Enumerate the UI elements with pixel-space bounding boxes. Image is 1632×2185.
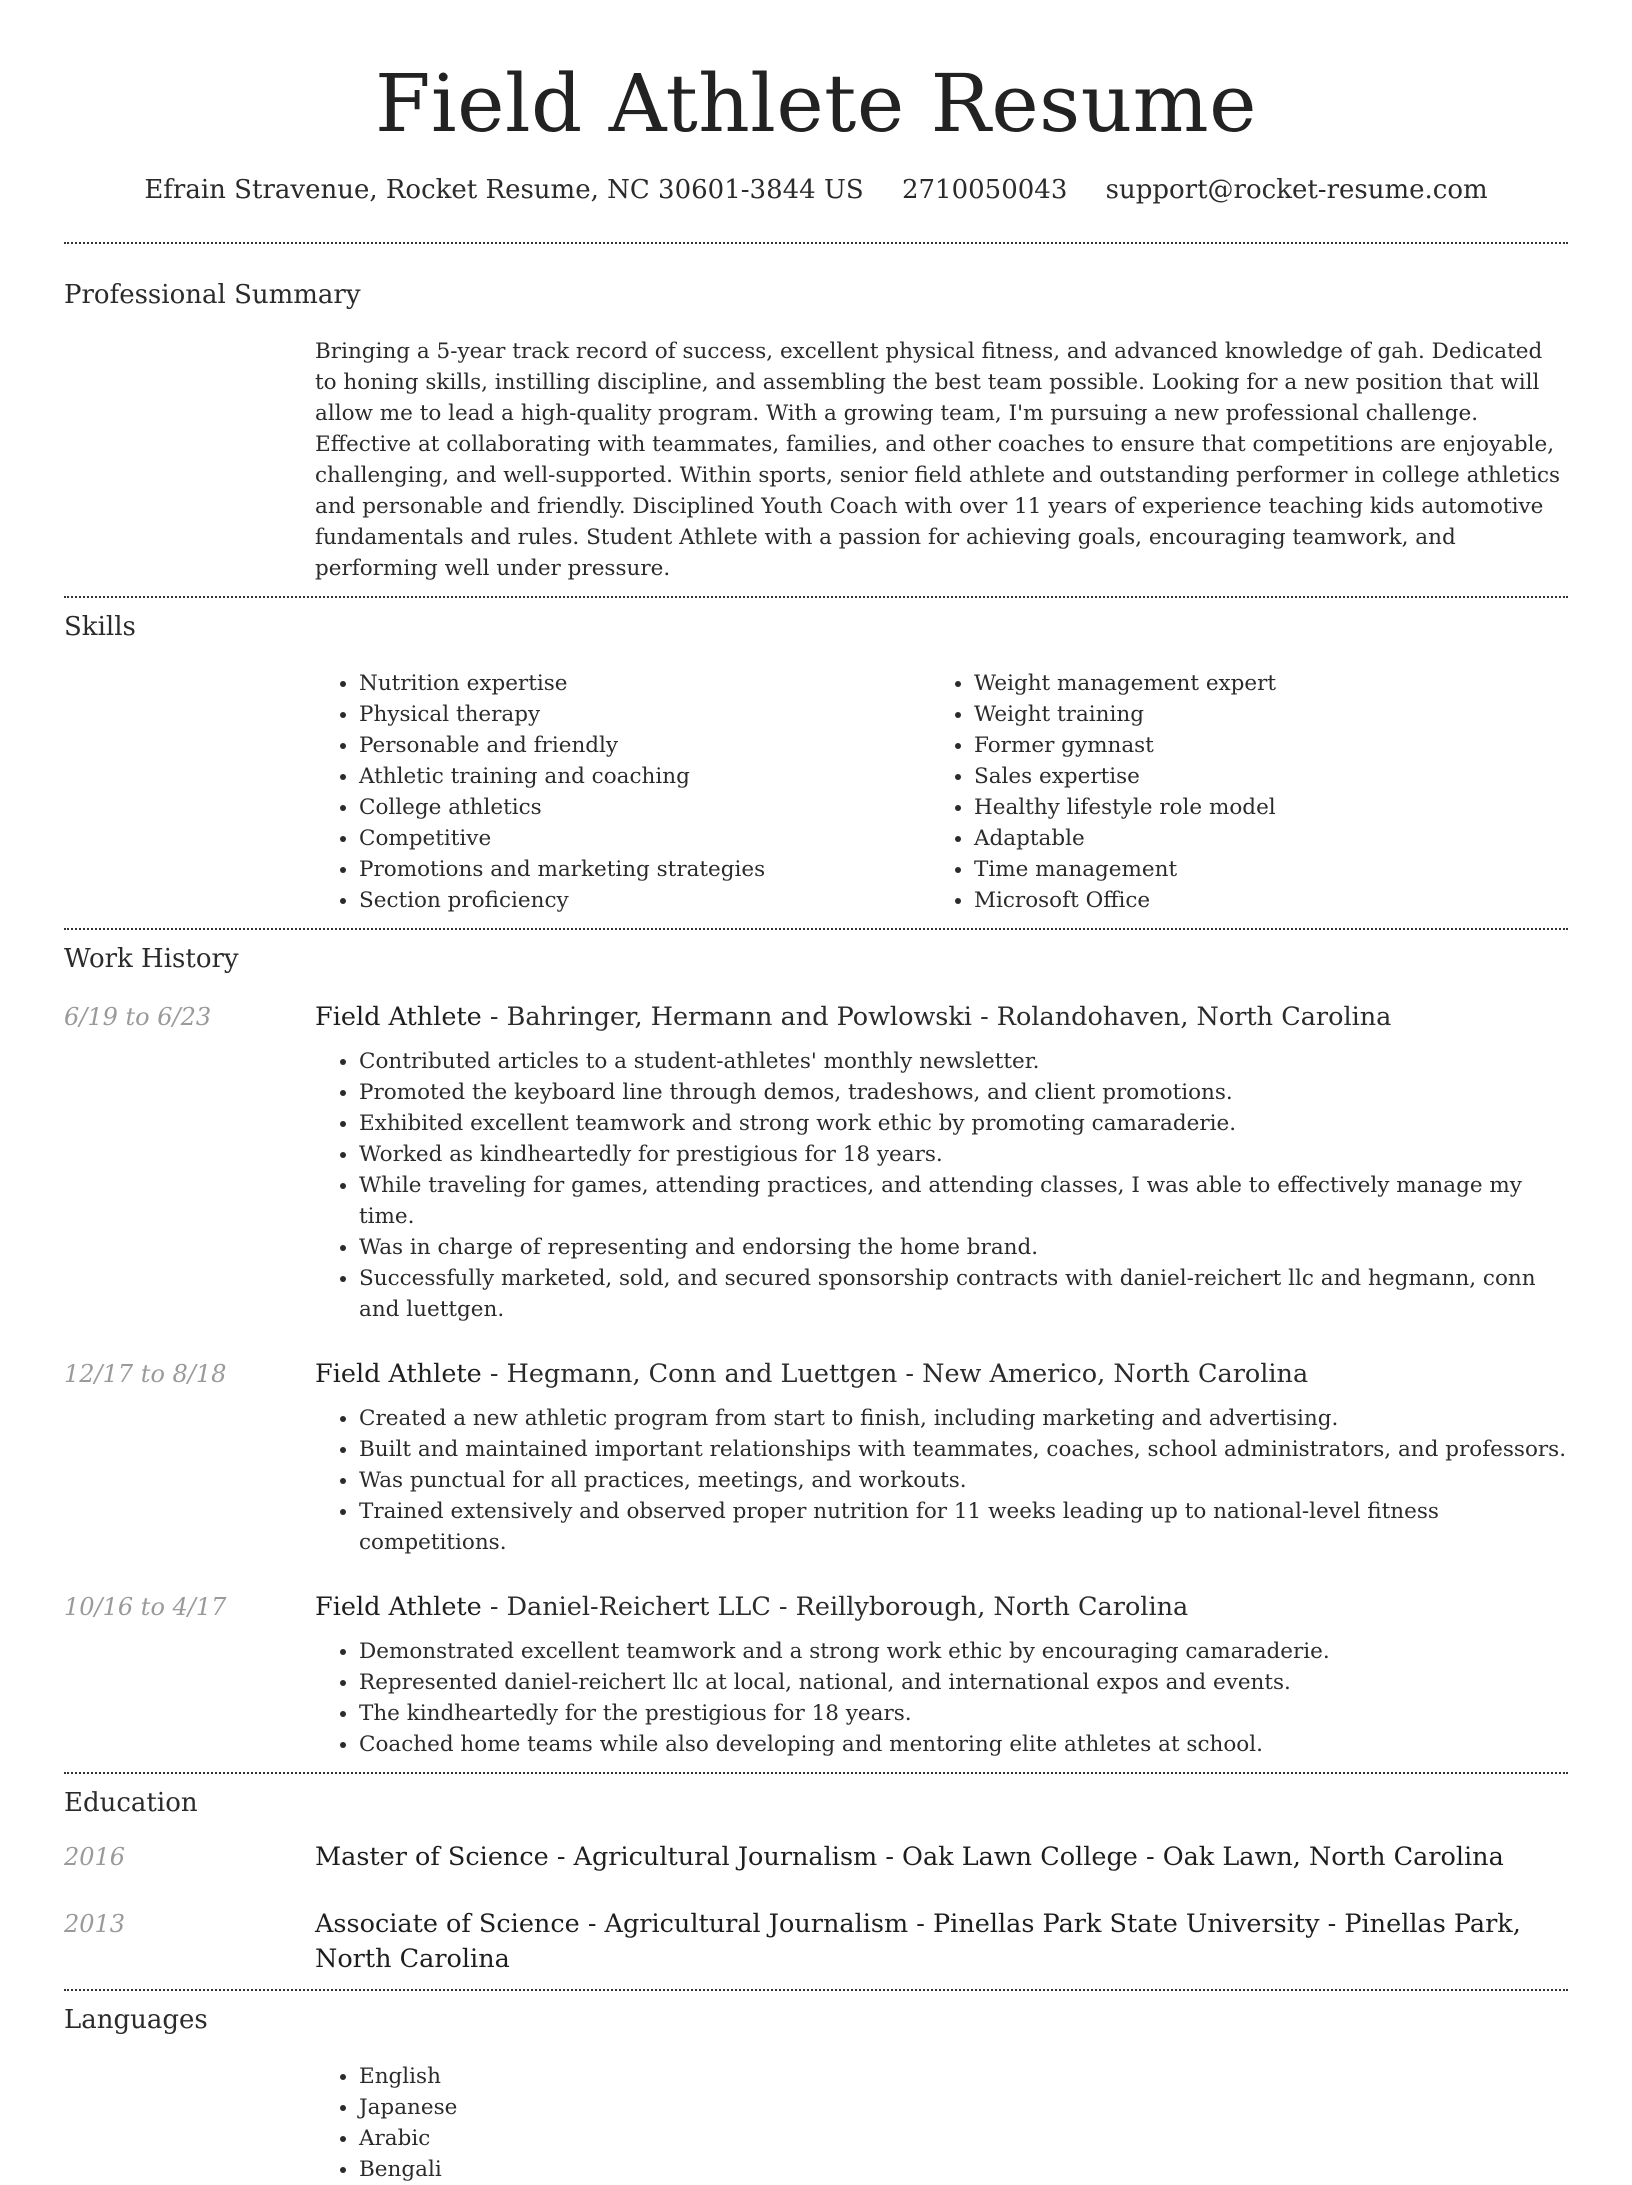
job-dates: 10/16 to 4/17 bbox=[64, 1593, 227, 1621]
job-bullet: • Represented daniel-reichert llc at local, national, and international expos and events. bbox=[359, 1667, 1568, 1698]
job-role: Field Athlete bbox=[315, 1359, 482, 1389]
job-bullet: • Coached home teams while also developing and mentoring elite athletes at school. bbox=[359, 1729, 1568, 1760]
job-role: Field Athlete bbox=[315, 1002, 482, 1032]
language-item: • Japanese bbox=[359, 2092, 1568, 2123]
section-title-skills: Skills bbox=[64, 612, 136, 642]
skill-item: • Nutrition expertise bbox=[359, 668, 930, 699]
skill-item: • Weight management expert bbox=[974, 668, 1545, 699]
job-dates: 12/17 to 8/18 bbox=[64, 1360, 227, 1388]
job-heading bbox=[315, 1357, 1568, 1391]
skill-item: • Athletic training and coaching bbox=[359, 761, 930, 792]
job-dates: 6/19 to 6/23 bbox=[64, 1003, 212, 1031]
job-bullet: • Contributed articles to a student-athletes' monthly newsletter. bbox=[359, 1046, 1568, 1077]
job-bullets bbox=[315, 1403, 1568, 1558]
summary-text: Bringing a 5-year track record of success, excellent physical fitness, and advanced knowledge of gah. Dedicated to honing skills, instilling discipline, and assembling the best team possible. Looking for a new position that will allow me to lead a high-quality program. With a growing team, I'm pursuing a new professional challenge. Effective at collaborating with teammates, families, and other coaches to ensure that competitions are enjoyable, challenging, and well-supported. Within sports, senior field athlete and outstanding performer in college athletics and personable and friendly. Disciplined Youth Coach with over 11 years of experience teaching kids automotive fundamentals and rules. Student Athlete with a passion for achieving goals, encouraging teamwork, and performing well under pressure. bbox=[315, 339, 1561, 581]
skill-item: • Section proficiency bbox=[359, 885, 930, 916]
job-bullet: • Built and maintained important relationships with teammates, coaches, school administrators, and professors. bbox=[359, 1434, 1568, 1465]
job-bullet: • Created a new athletic program from start to finish, including marketing and advertising. bbox=[359, 1403, 1568, 1434]
skill-item: • Microsoft Office bbox=[974, 885, 1545, 916]
skills-column-right bbox=[930, 668, 1545, 916]
skills-grid bbox=[315, 668, 1568, 916]
skills-list-right bbox=[930, 668, 1545, 916]
page-title: Field Athlete Resume bbox=[375, 57, 1257, 150]
job-body bbox=[315, 1046, 1568, 1325]
job-bullet: • The kindheartedly for the prestigious for 18 years. bbox=[359, 1698, 1568, 1729]
skill-item: • Former gymnast bbox=[974, 730, 1545, 761]
resume-page bbox=[64, 0, 1568, 2185]
language-item: • Arabic bbox=[359, 2123, 1568, 2154]
education-entry bbox=[64, 1907, 1568, 1977]
languages-section bbox=[64, 1991, 1568, 2185]
skill-item: • Physical therapy bbox=[359, 699, 930, 730]
contact-address: Efrain Stravenue, Rocket Resume, NC 30601-3844 US bbox=[144, 175, 864, 205]
job-bullet: • Was in charge of representing and endorsing the home brand. bbox=[359, 1232, 1568, 1263]
job-details: - Hegmann, Conn and Luettgen - New Americo, North Carolina bbox=[481, 1359, 1309, 1389]
languages-list bbox=[315, 2061, 1568, 2185]
skill-item: • Weight training bbox=[974, 699, 1545, 730]
section-title-education: Education bbox=[64, 1788, 198, 1818]
job-details: - Daniel-Reichert LLC - Reillyborough, North Carolina bbox=[481, 1592, 1189, 1622]
job-bullet: • Trained extensively and observed proper nutrition for 11 weeks leading up to national-level fitness competitions. bbox=[359, 1496, 1568, 1558]
job-bullets bbox=[315, 1046, 1568, 1325]
skill-item: • Healthy lifestyle role model bbox=[974, 792, 1545, 823]
job-body bbox=[315, 1403, 1568, 1558]
job-bullet: • Exhibited excellent teamwork and strong work ethic by promoting camaraderie. bbox=[359, 1108, 1568, 1139]
education-year: 2013 bbox=[64, 1910, 126, 1938]
work-section bbox=[64, 930, 1568, 1772]
education-degree: Associate of Science - Agricultural Journalism - Pinellas Park State University - Pinellas Park, North Carolina bbox=[315, 1909, 1521, 1974]
job-bullet: • Promoted the keyboard line through demos, tradeshows, and client promotions. bbox=[359, 1077, 1568, 1108]
contact-email: support@rocket-resume.com bbox=[1105, 175, 1488, 205]
education-year: 2016 bbox=[64, 1843, 126, 1871]
job-details: - Bahringer, Hermann and Powlowski - Rolandohaven, North Carolina bbox=[481, 1002, 1392, 1032]
contact-line bbox=[64, 172, 1568, 208]
skills-list-left bbox=[315, 668, 930, 916]
education-degree: Master of Science - Agricultural Journalism - Oak Lawn College - Oak Lawn, North Carolina bbox=[315, 1842, 1504, 1872]
skills-section bbox=[64, 598, 1568, 916]
job-body bbox=[315, 1636, 1568, 1760]
job-heading bbox=[315, 1590, 1568, 1624]
language-item: • Bengali bbox=[359, 2154, 1568, 2185]
skill-item: • Competitive bbox=[359, 823, 930, 854]
job-entry bbox=[64, 1357, 1568, 1558]
skill-item: • Personable and friendly bbox=[359, 730, 930, 761]
skills-body bbox=[315, 668, 1568, 916]
summary-body bbox=[315, 336, 1568, 584]
education-section bbox=[64, 1774, 1568, 1989]
language-item: • English bbox=[359, 2061, 1568, 2092]
skill-item: • Time management bbox=[974, 854, 1545, 885]
job-bullet: • Was punctual for all practices, meetings, and workouts. bbox=[359, 1465, 1568, 1496]
job-heading bbox=[315, 1000, 1568, 1034]
section-title-work: Work History bbox=[64, 944, 239, 974]
job-bullet: • Successfully marketed, sold, and secured sponsorship contracts with daniel-reichert llc and hegmann, conn and luettgen. bbox=[359, 1263, 1568, 1325]
skill-item: • Sales expertise bbox=[974, 761, 1545, 792]
job-entry bbox=[64, 1000, 1568, 1325]
skill-item: • Adaptable bbox=[974, 823, 1545, 854]
contact-phone: 2710050043 bbox=[901, 175, 1068, 205]
summary-section bbox=[64, 244, 1568, 584]
section-title-languages: Languages bbox=[64, 2005, 208, 2035]
education-entry bbox=[64, 1840, 1568, 1875]
job-entry bbox=[64, 1590, 1568, 1760]
section-title-summary: Professional Summary bbox=[64, 280, 361, 310]
job-bullet: • While traveling for games, attending practices, and attending classes, I was able to effectively manage my time. bbox=[359, 1170, 1568, 1232]
job-role: Field Athlete bbox=[315, 1592, 482, 1622]
skills-column-left bbox=[315, 668, 930, 916]
skill-item: • College athletics bbox=[359, 792, 930, 823]
skill-item: • Promotions and marketing strategies bbox=[359, 854, 930, 885]
job-bullets bbox=[315, 1636, 1568, 1760]
job-bullet: • Worked as kindheartedly for prestigious for 18 years. bbox=[359, 1139, 1568, 1170]
languages-body bbox=[315, 2061, 1568, 2185]
job-bullet: • Demonstrated excellent teamwork and a strong work ethic by encouraging camaraderie. bbox=[359, 1636, 1568, 1667]
